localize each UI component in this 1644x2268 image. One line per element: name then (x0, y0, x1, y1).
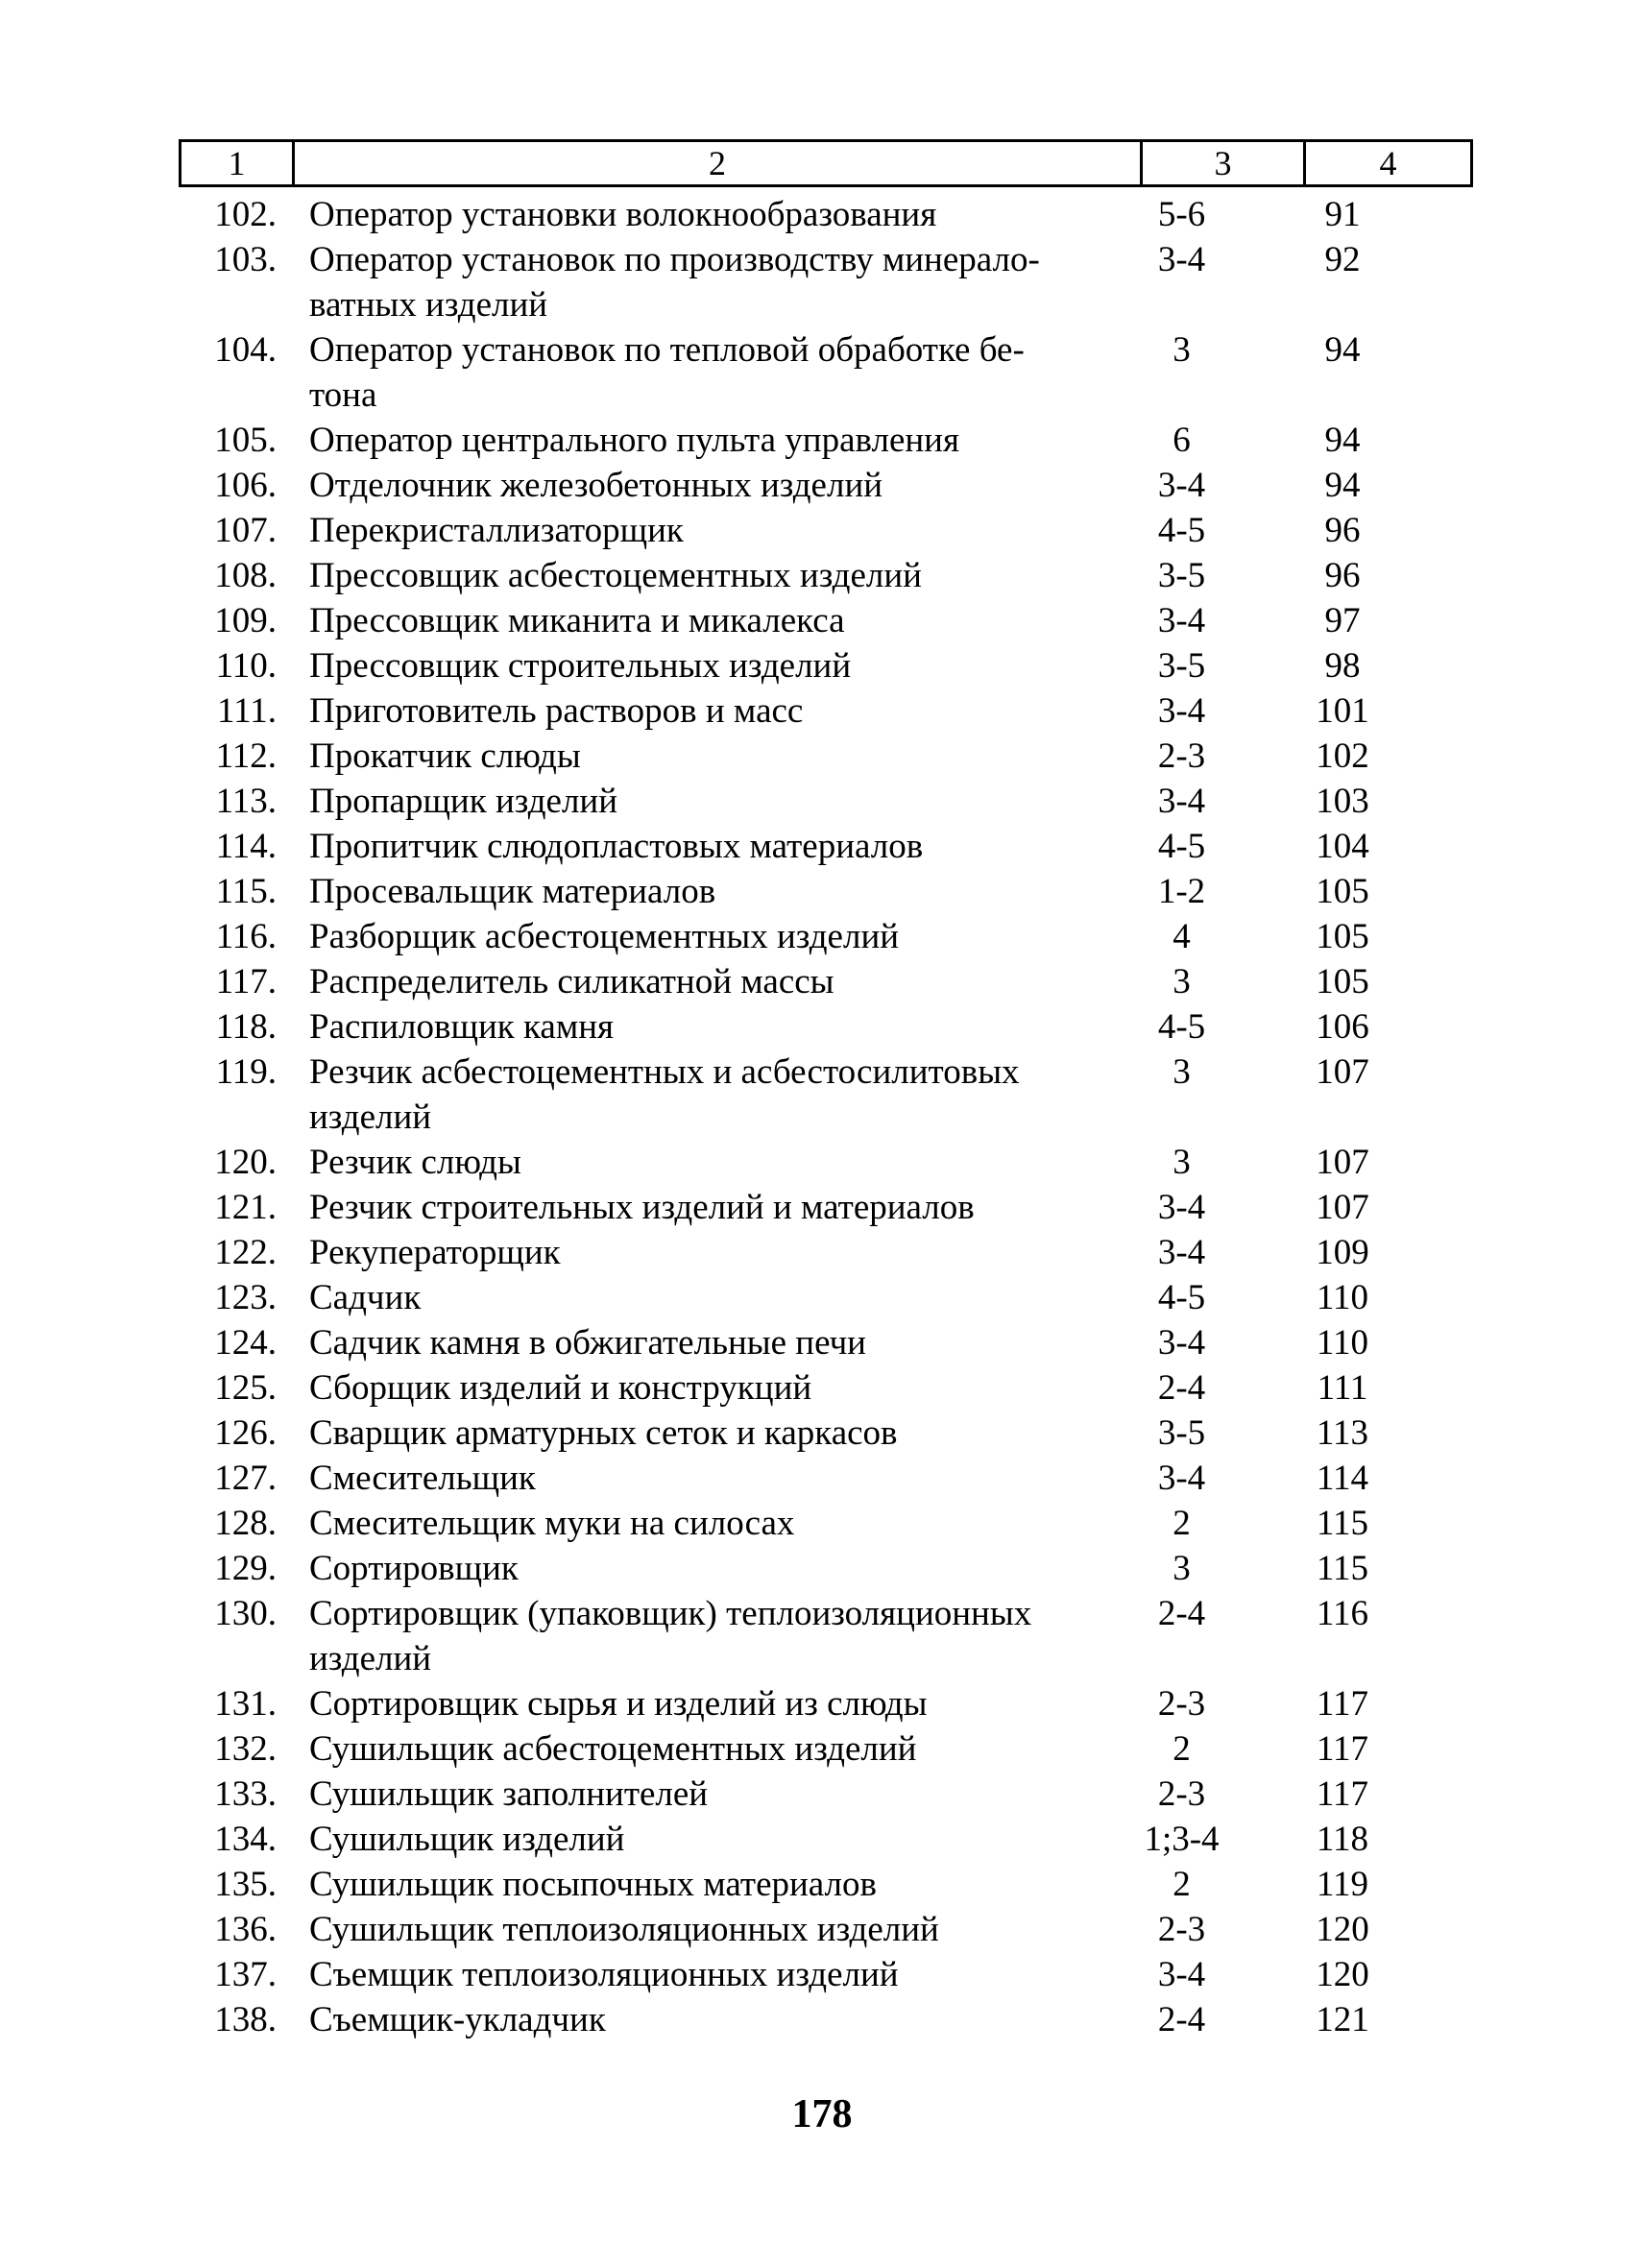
page-reference: 105 (1316, 962, 1369, 1001)
profession-name: Сушильщик заполнителей (309, 1774, 709, 1814)
table-row (179, 553, 1473, 598)
page-reference: 120 (1316, 1910, 1369, 1949)
grade-range: 3-4 (1157, 240, 1206, 279)
page-reference: 116 (1316, 1594, 1369, 1633)
page-reference: 105 (1316, 872, 1369, 911)
profession-name: Резчик строительных изделий и материалов (309, 1188, 975, 1227)
table-row (179, 1050, 1473, 1140)
table-row (179, 1546, 1473, 1591)
row-number: 128. (214, 1504, 277, 1543)
row-number: 107. (214, 511, 277, 550)
table-row (179, 1185, 1473, 1230)
profession-name: Сушильщик посыпочных материалов (309, 1865, 877, 1904)
grade-range: 3-4 (1157, 691, 1206, 731)
profession-name: Смесительщик муки на силосах (309, 1504, 795, 1543)
profession-name: Оператор центрального пульта управления (309, 421, 959, 460)
table-row (179, 508, 1473, 553)
profession-name: Распределитель силикатной массы (309, 962, 834, 1001)
row-number: 108. (214, 556, 277, 595)
table-row (179, 643, 1473, 688)
profession-name: Сортировщик (309, 1549, 519, 1588)
page-reference: 115 (1316, 1504, 1369, 1543)
profession-name: Прокатчик слюды (309, 736, 581, 776)
grade-range: 3 (1173, 1549, 1191, 1588)
row-number: 123. (214, 1278, 277, 1317)
profession-name: Оператор установки волокнообразования (309, 195, 937, 234)
table-row (179, 1365, 1473, 1411)
row-number: 113. (215, 782, 277, 821)
profession-name: Прессовщик асбестоцементных изделий (309, 556, 922, 595)
table-row (179, 1140, 1473, 1185)
row-number: 124. (214, 1323, 277, 1363)
table-row (179, 1004, 1473, 1050)
grade-range: 3-4 (1157, 1323, 1206, 1363)
page-reference: 104 (1316, 827, 1369, 866)
row-number: 115. (215, 872, 277, 911)
grade-range: 3-5 (1157, 646, 1206, 686)
table-row (179, 1862, 1473, 1907)
page-reference: 107 (1316, 1143, 1369, 1182)
table-row (179, 1997, 1473, 2042)
table-row (179, 418, 1473, 463)
table-row (179, 192, 1473, 237)
profession-name: Сборщик изделий и конструкций (309, 1368, 812, 1408)
page-number: 178 (791, 2092, 853, 2136)
grade-range: 2 (1173, 1865, 1191, 1904)
page-reference: 92 (1324, 240, 1361, 279)
table-row (179, 1501, 1473, 1546)
page-reference: 119 (1316, 1865, 1369, 1904)
page-reference: 105 (1316, 917, 1369, 956)
row-number: 106. (214, 466, 277, 505)
table-row (179, 1817, 1473, 1862)
row-number: 129. (214, 1549, 277, 1588)
table-row (179, 1681, 1473, 1726)
row-number: 118. (215, 1007, 277, 1047)
profession-name: Прессовщик строительных изделий (309, 646, 852, 686)
table-row (179, 463, 1473, 508)
profession-name: Разборщик асбестоцементных изделий (309, 917, 900, 956)
row-number: 122. (214, 1233, 277, 1272)
table-row (179, 734, 1473, 779)
table-row (179, 1320, 1473, 1365)
profession-name: Пропитчик слюдопластовых материалов (309, 827, 924, 866)
page-reference: 111 (1317, 1368, 1368, 1408)
page-reference: 107 (1316, 1052, 1369, 1092)
profession-name: Сушильщик теплоизоляционных изделий (309, 1910, 939, 1949)
row-number: 114. (215, 827, 277, 866)
profession-name: Прессовщик миканита и микалекса (309, 601, 845, 640)
profession-name: Сортировщик (упаковщик) теплоизоляционных изделий (309, 1594, 1032, 1678)
page-reference: 103 (1316, 782, 1369, 821)
row-number: 132. (214, 1729, 277, 1769)
profession-name: Перекристаллизаторщик (309, 511, 684, 550)
header-col-4: 4 (1379, 144, 1397, 182)
grade-range: 3 (1173, 962, 1191, 1001)
row-number: 138. (214, 2000, 277, 2039)
table-row (179, 1275, 1473, 1320)
grade-range: 3-4 (1157, 1459, 1206, 1498)
grade-range: 3-4 (1157, 782, 1206, 821)
row-number: 119. (215, 1052, 277, 1092)
row-number: 102. (214, 195, 277, 234)
row-number: 112. (215, 736, 277, 776)
grade-range: 3-4 (1157, 1188, 1206, 1227)
grade-range: 4-5 (1157, 1278, 1206, 1317)
grade-range: 2-4 (1157, 1594, 1206, 1633)
table-row (179, 1230, 1473, 1275)
profession-name: Просевальщик материалов (309, 872, 716, 911)
grade-range: 6 (1173, 421, 1191, 460)
grade-range: 3-5 (1157, 1413, 1206, 1453)
page-reference: 94 (1324, 330, 1361, 370)
row-number: 116. (215, 917, 277, 956)
table-row (179, 1456, 1473, 1501)
profession-name: Оператор установок по тепловой обработке бе- тона (309, 330, 1025, 415)
grade-range: 3 (1173, 1143, 1191, 1182)
grade-range: 5-6 (1157, 195, 1206, 234)
profession-name: Резчик асбестоцементных и асбестосилитовых изделий (309, 1052, 1020, 1137)
grade-range: 1;3-4 (1144, 1820, 1220, 1859)
grade-range: 3-5 (1157, 556, 1206, 595)
table-row (179, 237, 1473, 327)
table-row (179, 914, 1473, 959)
grade-range: 3-4 (1157, 466, 1206, 505)
page-reference: 117 (1316, 1684, 1369, 1724)
header-col-1: 1 (181, 142, 295, 184)
grade-range: 2 (1173, 1504, 1191, 1543)
profession-name: Приготовитель растворов и масс (309, 691, 804, 731)
row-number: 130. (214, 1594, 277, 1633)
row-number: 121. (214, 1188, 277, 1227)
row-number: 133. (214, 1774, 277, 1814)
page-reference: 109 (1316, 1233, 1369, 1272)
page-reference: 107 (1316, 1188, 1369, 1227)
table-row (179, 824, 1473, 869)
page-reference: 91 (1324, 195, 1361, 234)
grade-range: 3 (1173, 1052, 1191, 1092)
row-number: 136. (214, 1910, 277, 1949)
row-number: 135. (214, 1865, 277, 1904)
page-reference: 117 (1316, 1729, 1369, 1769)
table-row (179, 1726, 1473, 1772)
page-reference: 94 (1324, 421, 1361, 460)
page-reference: 96 (1324, 556, 1361, 595)
profession-name: Съемщик-укладчик (309, 2000, 606, 2039)
grade-range: 3-4 (1157, 1233, 1206, 1272)
profession-name: Сушильщик изделий (309, 1820, 625, 1859)
row-number: 117. (215, 962, 277, 1001)
page-reference: 96 (1324, 511, 1361, 550)
grade-range: 1-2 (1157, 872, 1206, 911)
profession-name: Садчик (309, 1278, 422, 1317)
grade-range: 4 (1173, 917, 1191, 956)
profession-name: Сортировщик сырья и изделий из слюды (309, 1684, 928, 1724)
row-number: 126. (214, 1413, 277, 1453)
page-reference: 121 (1316, 2000, 1369, 2039)
grade-range: 4-5 (1157, 511, 1206, 550)
table-row (179, 688, 1473, 734)
table-row (179, 779, 1473, 824)
grade-range: 4-5 (1157, 827, 1206, 866)
grade-range: 3 (1173, 330, 1191, 370)
row-number: 105. (214, 421, 277, 460)
profession-name: Сварщик арматурных сеток и каркасов (309, 1413, 898, 1453)
row-number: 103. (214, 240, 277, 279)
page-reference: 114 (1316, 1459, 1369, 1498)
profession-name: Резчик слюды (309, 1143, 521, 1182)
profession-name: Рекуператорщик (309, 1233, 561, 1272)
row-number: 111. (216, 691, 277, 731)
profession-name: Съемщик теплоизоляционных изделий (309, 1955, 899, 1994)
page-reference: 106 (1316, 1007, 1369, 1047)
table-row (179, 598, 1473, 643)
grade-range: 4-5 (1157, 1007, 1206, 1047)
row-number: 109. (214, 601, 277, 640)
profession-name: Сушильщик асбестоцементных изделий (309, 1729, 917, 1769)
grade-range: 2-4 (1157, 2000, 1206, 2039)
grade-range: 3-4 (1157, 601, 1206, 640)
grade-range: 2-3 (1157, 1684, 1206, 1724)
grade-range: 2-3 (1157, 1774, 1206, 1814)
page-reference: 118 (1316, 1820, 1369, 1859)
row-number: 134. (214, 1820, 277, 1859)
row-number: 104. (214, 330, 277, 370)
grade-range: 2-4 (1157, 1368, 1206, 1408)
table-body (179, 192, 1473, 2042)
table-row (179, 1772, 1473, 1817)
grade-range: 2 (1173, 1729, 1191, 1769)
table-row (179, 959, 1473, 1004)
grade-range: 3-4 (1157, 1955, 1206, 1994)
row-number: 120. (214, 1143, 277, 1182)
profession-name: Распиловщик камня (309, 1007, 615, 1047)
table-header (179, 139, 1473, 187)
page-reference: 97 (1324, 601, 1361, 640)
row-number: 125. (214, 1368, 277, 1408)
page-reference: 120 (1316, 1955, 1369, 1994)
row-number: 131. (214, 1684, 277, 1724)
page-reference: 102 (1316, 736, 1369, 776)
table-row (179, 1411, 1473, 1456)
table-row (179, 1907, 1473, 1952)
page-reference: 98 (1324, 646, 1361, 686)
page-reference: 115 (1316, 1549, 1369, 1588)
header-col-3: 3 (1143, 142, 1306, 184)
table-row (179, 327, 1473, 418)
page-reference: 117 (1316, 1774, 1369, 1814)
profession-name: Отделочник железобетонных изделий (309, 466, 883, 505)
page-reference: 113 (1316, 1413, 1369, 1453)
grade-range: 2-3 (1157, 736, 1206, 776)
page-reference: 110 (1316, 1278, 1369, 1317)
profession-name: Пропарщик изделий (309, 782, 618, 821)
profession-name: Садчик камня в обжигательные печи (309, 1323, 866, 1363)
profession-name: Оператор установок по производству минерало- ватных изделий (309, 240, 1040, 325)
page-reference: 101 (1316, 691, 1369, 731)
row-number: 137. (214, 1955, 277, 1994)
profession-name: Смесительщик (309, 1459, 536, 1498)
table-row (179, 1952, 1473, 1997)
page-reference: 94 (1324, 466, 1361, 505)
page-reference: 110 (1316, 1323, 1369, 1363)
table-row (179, 1591, 1473, 1681)
grade-range: 2-3 (1157, 1910, 1206, 1949)
row-number: 110. (215, 646, 277, 686)
table-row (179, 869, 1473, 914)
row-number: 127. (214, 1459, 277, 1498)
header-col-2: 2 (295, 142, 1143, 184)
